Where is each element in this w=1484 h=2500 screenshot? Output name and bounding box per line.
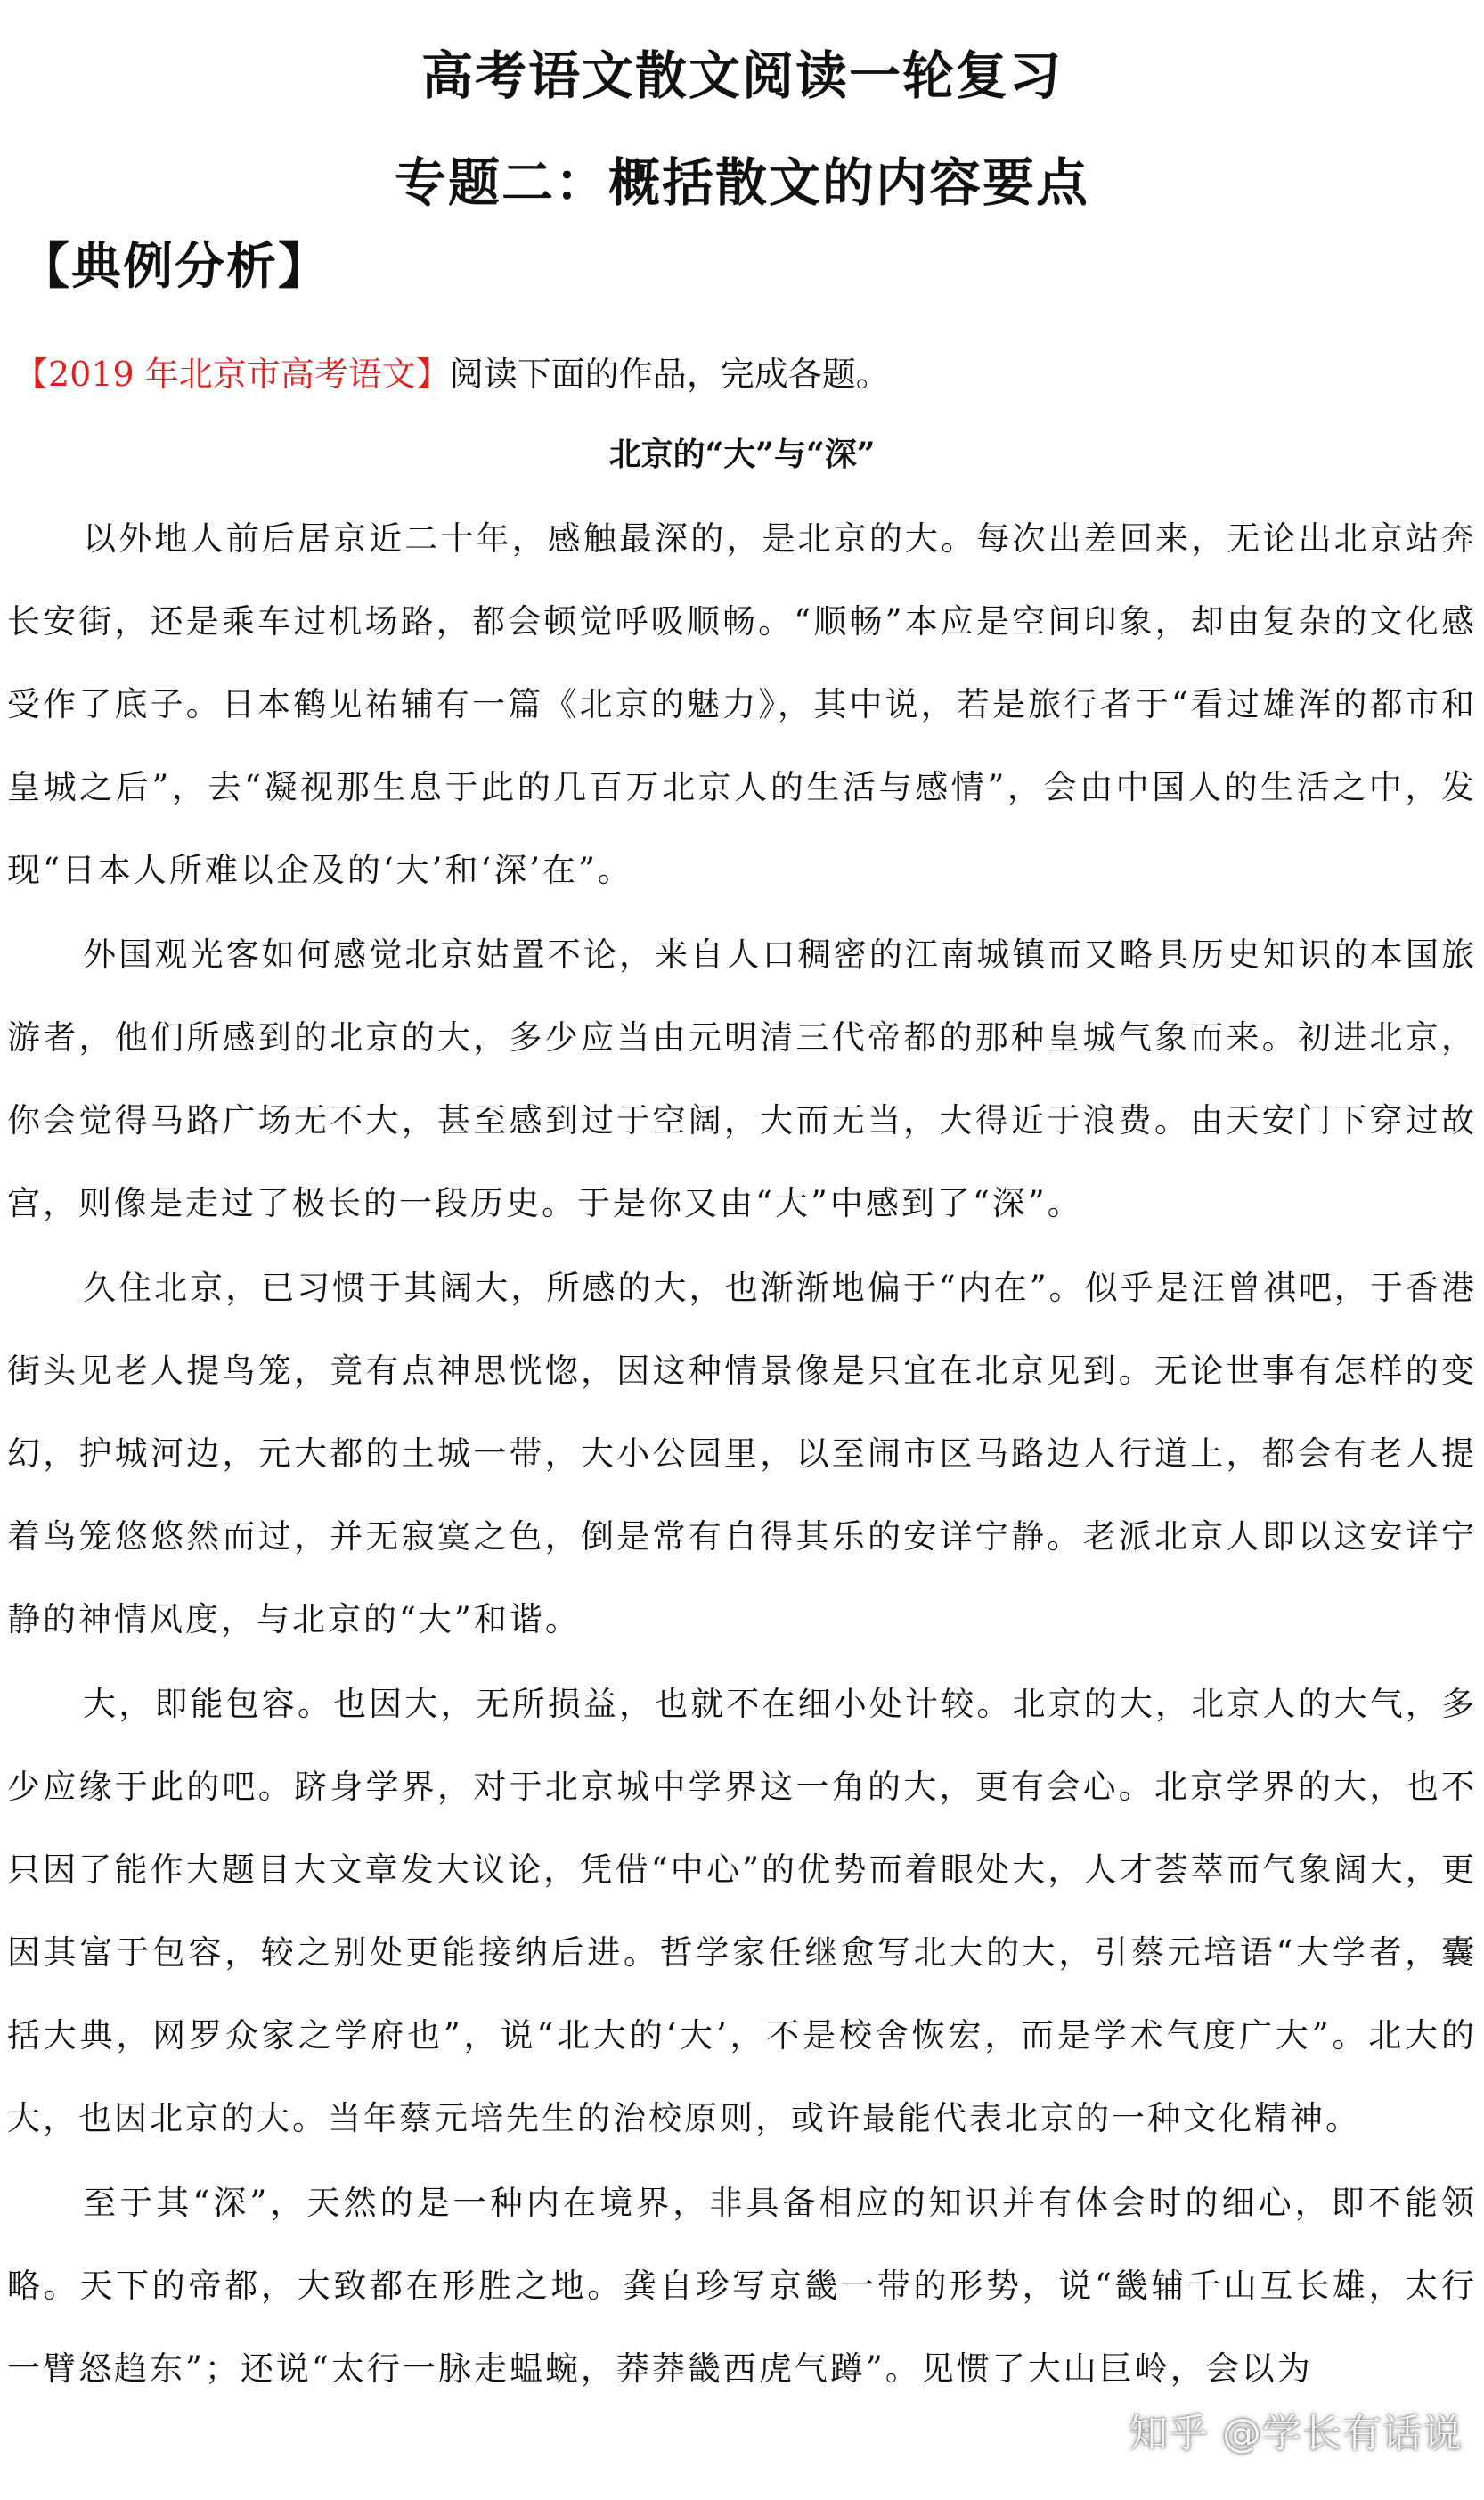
paragraph-1: 以外地人前后居京近二十年，感触最深的，是北京的大。每次出差回来，无论出北京站奔长安街，还是乘车过机场路，都会顿觉呼吸顺畅。“顺畅”本应是空间印象，却由复杂的文化感受作了底子。日本鹤见祐辅有一篇《北京的魅力》，其中说，若是旅行者于“看过雄浑的都市和皇城之后”，去“凝视那生息于此的几百万北京人的生活与感情”，会由中国人的生活之中，发现“日本人所难以企及的‘大’和‘深’在”。 (7, 519, 1477, 889)
article-title: 北京的“大”与“深” (608, 436, 876, 473)
main-title: 高考语文散文阅读一轮复习 (420, 45, 1063, 106)
question-source-line (14, 347, 1477, 401)
section-heading: 【典例分析】 (20, 238, 330, 296)
paragraph-2: 外国观光客如何感觉北京姑置不论，来自人口稠密的江南城镇而又略具历史知识的本国旅游者，他们所感到的北京的大，多少应当由元明清三代帝都的那种皇城气象而来。初进北京，你会觉得马路广场无不大，甚至感到过于空阔，大而无当，大得近于浪费。由天安门下穿过故宫，则像是走过了极长的一段历史。于是你又由“大”中感到了“深”。 (7, 935, 1477, 1222)
sub-title: 专题二：概括散文的内容要点 (394, 152, 1089, 213)
exam-source-tag: 【2019 年北京市高考语文】 (14, 355, 450, 394)
instruction-text: 阅读下面的作品，完成各题。 (449, 355, 890, 394)
paragraph-4: 大，即能包容。也因大，无所损益，也就不在细小处计较。北京的大，北京人的大气，多少应缘于此的吧。跻身学界，对于北京城中学界这一角的大，更有会心。北京学界的大，也不只因了能作大题目大文章发大议论，凭借“中心”的优势而着眼处大，人才荟萃而气象阔大，更因其富于包容，较之别处更能接纳后进。哲学家任继愈写北大的大，引蔡元培语“大学者，囊括大典，网罗众家之学府也”，说“北大的‘大’，不是校舍恢宏，而是学术气度广大”。北大的大，也因北京的大。当年蔡元培先生的治校原则，或许最能代表北京的一种文化精神。 (7, 1685, 1477, 2137)
watermark: 知乎 @学长有话说 (1129, 2411, 1463, 2456)
paragraph-3: 久住北京，已习惯于其阔大，所感的大，也渐渐地偏于“内在”。似乎是汪曾祺吧，于香港街头见老人提鸟笼，竟有点神思恍惚，因这种情景像是只宜在北京见到。无论世事有怎样的变幻，护城河边，元大都的土城一带，大小公园里，以至闹市区马路边人行道上，都会有老人提着鸟笼悠悠然而过，并无寂寞之色，倒是常有自得其乐的安详宁静。老派北京人即以这安详宁静的神情风度，与北京的“大”和谐。 (7, 1269, 1477, 1638)
paragraph-5: 至于其“深”，天然的是一种内在境界，非具备相应的知识并有体会时的细心，即不能领略。天下的帝都，大致都在形胜之地。龚自珍写京畿一带的形势，说“畿辅千山互长雄，太行一臂怒趋东”；还说“太行一脉走蝹蜿，莽莽畿西虎气蹲”。见惯了大山巨岭，会以为 (7, 2184, 1477, 2388)
